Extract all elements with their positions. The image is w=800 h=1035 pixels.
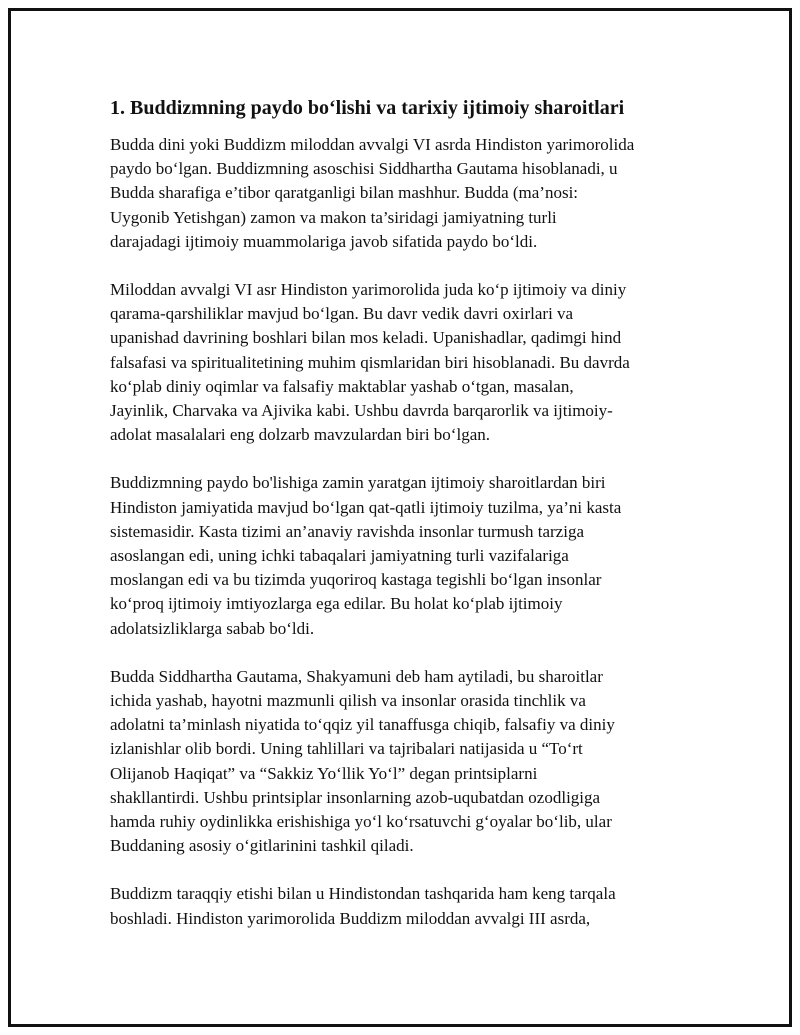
paragraph-line: Buddaning asosiy o‘gitlarinini tashkil qiladi. [110,836,414,856]
paragraph-line: izlanishlar olib bordi. Uning tahlillari va tajribalari natijasida u “To‘rt [110,739,583,759]
paragraph [110,133,670,254]
paragraph-line: upanishad davrining boshlari bilan mos keladi. Upanishadlar, qadimgi hind [110,328,622,348]
section-heading: 1. Buddizmning paydo bo‘lishi va tarixiy ijtimoiy sharoitlari [110,97,625,119]
document-body [110,95,670,955]
paragraph-line: Budda dini yoki Buddizm miloddan avvalgi VI asrda Hindiston yarimorolida [110,135,635,154]
paragraph-line: ichida yashab, hayotni mazmunli qilish va insonlar orasida tinchlik va [110,691,586,711]
paragraph [110,882,670,930]
paragraph-line: adolat masalalari eng dolzarb mavzulardan biri bo‘lgan. [110,425,490,445]
paragraph-line: moslangan edi va bu tizimda yuqoriroq kastaga tegishli bo‘lgan insonlar [110,570,602,590]
paragraph-line: ko‘proq ijtimoiy imtiyozlarga ega edilar. Bu holat ko‘plab ijtimoiy [110,594,563,614]
paragraph-line: Miloddan avvalgi VI asr Hindiston yarimorolida juda ko‘p ijtimoiy va diniy [110,280,627,300]
paragraph-line: sistemasidir. Kasta tizimi an’anaviy ravishda insonlar turmush tarziga [110,521,584,541]
paragraph [110,278,670,447]
paragraph-line: adolatni ta’minlash niyatida to‘qqiz yil tanaffusga chiqib, falsafiy va diniy [110,715,615,735]
paragraph-line: Jayinlik, Charvaka va Ajivika kabi. Ushbu davrda barqarorlik va ijtimoiy- [110,401,613,421]
paragraph-line: qarama-qarshiliklar mavjud bo‘lgan. Bu davr vedik davri oxirlari va [110,304,574,324]
paragraph-line: Buddizmning paydo bo'lishiga zamin yaratgan ijtimoiy sharoitlardan biri [110,473,606,493]
paragraph-line: adolatsizliklarga sabab bo‘ldi. [110,618,315,638]
paragraph-line: darajadagi ijtimoiy muammolariga javob sifatida paydo bo‘ldi. [110,231,538,251]
paragraph-line: Budda Siddhartha Gautama, Shakyamuni deb ham aytiladi, bu sharoitlar [110,666,603,686]
paragraph-line: Budda sharafiga e’tibor qaratganligi bilan mashhur. Budda (ma’nosi: [110,183,579,203]
paragraph-line: ko‘plab diniy oqimlar va falsafiy maktablar yashab o‘tgan, masalan, [110,376,574,396]
paragraph-line: Hindiston jamiyatida mavjud bo‘lgan qat-qatli ijtimoiy tuzilma, ya’ni kasta [110,497,622,517]
paragraph [110,471,670,640]
paragraph-line: boshladi. Hindiston yarimorolida Buddizm miloddan avvalgi III asrda, [110,908,591,928]
paragraph-line: shakllantirdi. Ushbu printsiplar insonlarning azob-uqubatdan ozodligiga [110,787,601,807]
paragraph [110,665,670,859]
paragraph-line: hamda ruhiy oydinlikka erishishiga yo‘l ko‘rsatuvchi g‘oyalar bo‘lib, ular [110,812,612,832]
paragraph-container [110,133,670,931]
paragraph-line: falsafasi va spiritualitetining muhim qismlaridan biri hisoblanadi. Bu davrda [110,352,630,372]
paragraph-line: Uygonib Yetishgan) zamon va makon ta’siridagi jamiyatning turli [110,207,557,227]
paragraph-line: paydo bo‘lgan. Buddizmning asoschisi Siddhartha Gautama hisoblanadi, u [110,159,618,179]
paragraph-line: asoslangan edi, uning ichki tabaqalari jamiyatning turli vazifalariga [110,546,569,566]
paragraph-line: Buddizm taraqqiy etishi bilan u Hindistondan tashqarida ham keng tarqala [110,884,616,904]
paragraph-line: Olijanob Haqiqat” va “Sakkiz Yo‘llik Yo‘l” degan printsiplarni [110,763,538,783]
